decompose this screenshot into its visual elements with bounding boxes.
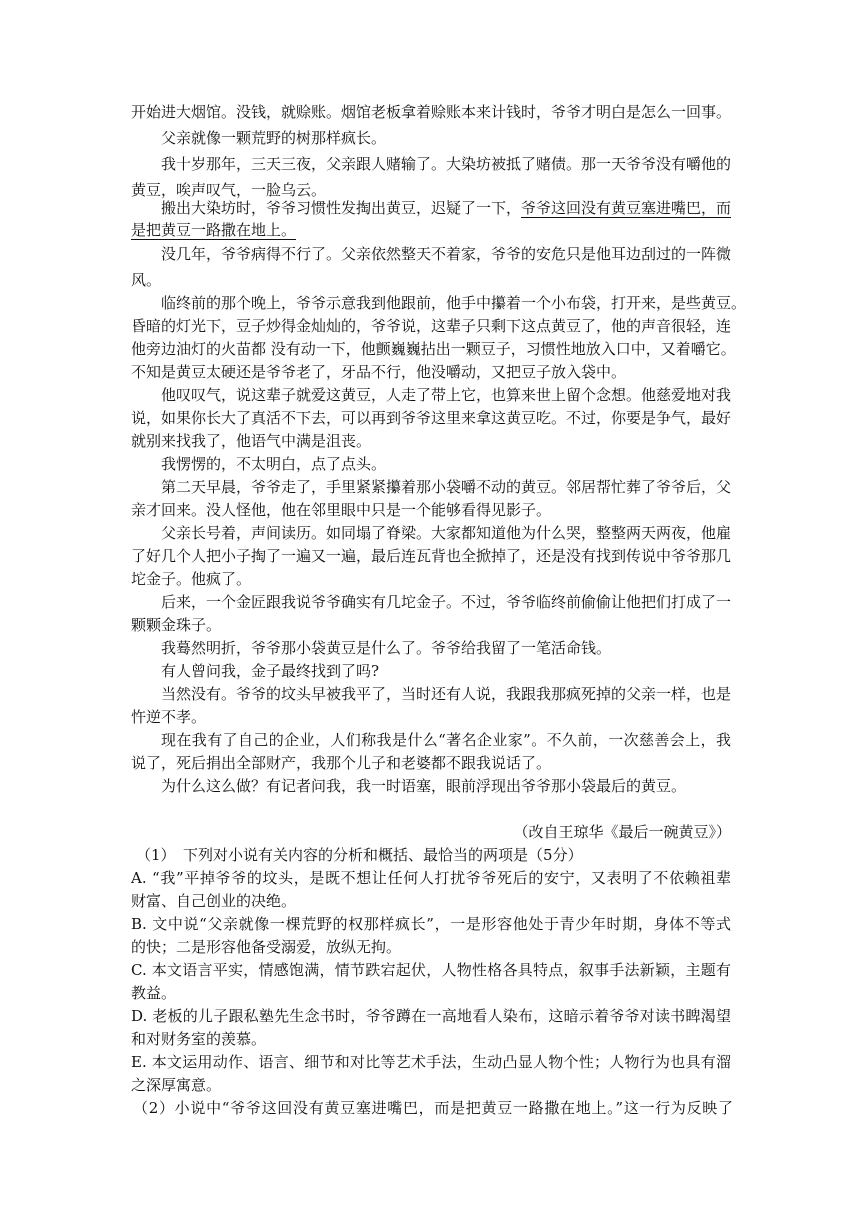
text-line: 颗颗金珠子。 <box>131 616 222 634</box>
text-line: 昏暗的灯光下，豆子炒得金灿灿的，爷爷说，这辈子只剩下这点黄豆了，他的声音很轻，连 <box>131 317 732 335</box>
text-line: 父亲就像一颗荒野的树那样疯长。 <box>161 129 387 147</box>
option-line: 和对财务室的羡慕。 <box>131 1030 267 1048</box>
text-line: 现在我有了自己的企业，人们称我是什么“著名企业家”。不久前，一次慈善会上，我 <box>161 731 731 749</box>
text-line: 第二天早晨，爷爷走了，手里紧紧攥着那小袋嚼不动的黄豆。邻居帮忙葬了爷爷后，父 <box>161 478 732 496</box>
underlined-sentence: 爷爷这回没有黄豆塞进嘴巴，而 <box>521 199 732 217</box>
option-line: 之深厚寓意。 <box>131 1076 222 1094</box>
text-line: 当然没有。爷爷的坟头早被我平了，当时还有人说，我跟我那疯死掉的父亲一样，也是 <box>161 685 732 703</box>
text-line: 亲才回来。没人怪他，他在邻里眼中只是一个能够看得见影子。 <box>131 501 552 519</box>
text-line: 我蓦然明折，爷爷那小袋黄豆是什么了。爷爷给我留了一笔活命钱。 <box>161 639 612 657</box>
text-line: 开始进大烟馆。没钱，就赊账。烟馆老板拿着赊账本来计钱时，爷爷才明白是怎么一回事。 <box>131 103 732 121</box>
text-line: 风。 <box>131 271 162 289</box>
text-line: 他旁边油灯的火苗都 没有动一下，他颤巍巍拈出一颗豆子，习惯性地放入口中，又着嚼它。 <box>131 340 736 358</box>
text-line: 我愣愣的，不太明白，点了点头。 <box>161 455 387 473</box>
text-line: 后来，一个金匠跟我说爷爷确实有几坨金子。不过，爷爷临终前偷偷让他把们打成了一 <box>161 593 732 611</box>
option-line: 教益。 <box>131 984 177 1002</box>
text-line: 就别来找我了，他语气中满是沮丧。 <box>131 432 372 450</box>
text-line: 说，如果你长大了真活不下去，可以再到爷爷这里来拿这黄豆吃。不过，你要是争气，最好 <box>131 409 732 427</box>
text-line: 他叹叹气，说这辈子就爱这黄豆，人走了带上它，也算来世上留个念想。他慈爱地对我 <box>161 386 732 404</box>
text-line: 坨金子。他疯了。 <box>131 570 252 588</box>
question-heading: （1） 下列对小说有关内容的分析和概括、最恰当的两项是（5分） <box>136 846 583 864</box>
source-citation: （改自王琼华《最后一碗黄豆》） <box>513 823 731 841</box>
text-line: 没几年，爷爷病得不行了。父亲依然整天不着家，爷爷的安危只是他耳边刮过的一阵微 <box>161 245 732 263</box>
option-line: C. 本文语言平实，情感饱满，情节跌宕起伏，人物性格各具特点，叙事手法新颖，主题有 <box>131 961 731 979</box>
text-line: 为什么这么做？有记者问我，我一时语塞，眼前浮现出爷爷那小袋最后的黄豆。 <box>161 777 687 795</box>
question-heading: （2）小说中“爷爷这回没有黄豆塞进嘴巴，而是把黄豆一路撒在地上。”这一行为反映了 <box>133 1099 733 1117</box>
text-line: 父亲长号着，声间读历。如同塌了脊梁。大家都知道他为什么哭，整整两天两夜，他雇 <box>161 524 732 542</box>
option-line: B. 文中说“父亲就像一棵荒野的权那样疯长”，一是形容他处于青少年时期，身体不等式 <box>131 915 731 933</box>
option-line: A. “我”平掉爷爷的坟头，是既不想让任何人打扰爷爷死后的安宁，又表明了不依赖祖辈 <box>131 869 731 887</box>
text-line: 说了，死后捐出全部财产，我那个儿子和老婆都不跟我说话了。 <box>131 754 552 772</box>
text-segment: 搬出大染坊时，爷爷习惯性发掏出黄豆，迟疑了一下， <box>161 199 522 217</box>
underlined-sentence: 是把黄豆一路撒在地上。 <box>131 221 297 239</box>
text-line: 临终前的那个晚上，爷爷示意我到他跟前，他手中攥着一个小布袋，打开来，是些黄豆。 <box>161 294 747 312</box>
text-line: 我十岁那年，三天三夜，父亲跟人赌输了。大染坊被抵了赌债。那一天爷爷没有嚼他的 <box>161 155 732 173</box>
option-line: D. 老板的儿子跟私塾先生念书时，爷爷蹲在一高地看人染布，这暗示着爷爷对读书睥渴望 <box>131 1007 731 1025</box>
text-line <box>161 198 731 218</box>
text-line: 黄豆，唉声叹气，一脸乌云。 <box>131 181 327 199</box>
text-line: 忤逆不孝。 <box>131 708 207 726</box>
text-line: 了好几个人把小子掏了一遍又一遍，最后连瓦背也全掀掉了，还是没有找到传说中爷爷那几 <box>131 547 732 565</box>
option-line: E. 本文运用动作、语言、细节和对比等艺术手法，生动凸显人物个性；人物行为也具有溜 <box>131 1053 731 1071</box>
option-line: 的快；二是形容他备受溺爱，放纵无拘。 <box>131 938 402 956</box>
text-line: 不知是黄豆太硬还是爷爷老了，牙品不行，他没嚼动，又把豆子放入袋中。 <box>131 363 627 381</box>
option-line: 财富、自己创业的决绝。 <box>131 892 297 910</box>
text-line: 有人曾问我，金子最终找到了吗? <box>161 662 380 680</box>
